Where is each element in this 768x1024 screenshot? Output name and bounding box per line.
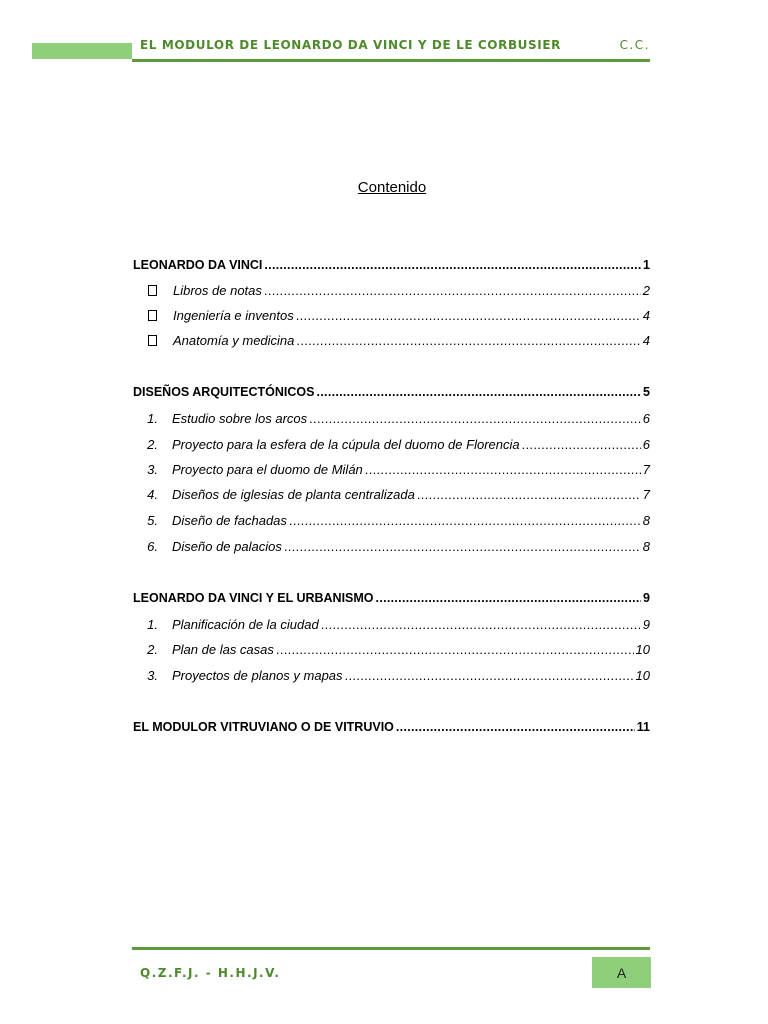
toc-page-number: 7 xyxy=(642,462,650,477)
toc-leader-dots xyxy=(376,591,642,605)
toc-page-number: 1 xyxy=(643,258,650,272)
toc-entry-section[interactable] xyxy=(133,385,650,403)
toc-leader-dots xyxy=(317,385,642,399)
box-bullet-icon xyxy=(133,283,173,298)
toc-entry-label: Planificación de la ciudad xyxy=(172,617,319,632)
toc-entry-label: Proyectos de planos y mapas xyxy=(172,668,343,683)
footer-page-box xyxy=(592,957,651,988)
toc-page-number: 4 xyxy=(642,308,650,323)
toc-entry-number: 3. xyxy=(147,668,158,683)
toc-leader-dots xyxy=(289,513,641,528)
toc-page-number: 9 xyxy=(643,591,650,605)
toc-entry-label: LEONARDO DA VINCI Y EL URBANISMO xyxy=(133,591,374,605)
toc-page-number: 8 xyxy=(642,539,650,554)
toc-entry-number: 6. xyxy=(147,539,158,554)
toc-entry-section[interactable] xyxy=(133,720,650,738)
toc-entry-subsection[interactable] xyxy=(133,462,650,480)
toc-leader-dots xyxy=(345,668,634,683)
toc-leader-dots xyxy=(321,617,641,632)
toc-page-number: 5 xyxy=(643,385,650,399)
toc-entry-label: Diseño de fachadas xyxy=(172,513,287,528)
toc-page-number: 6 xyxy=(642,411,650,426)
box-bullet-icon xyxy=(133,333,173,348)
toc-entry-number: 5. xyxy=(147,513,158,528)
header-rule xyxy=(132,59,650,62)
toc-entry-label: Diseño de palacios xyxy=(172,539,282,554)
toc-entry-subsection[interactable] xyxy=(133,513,650,531)
toc-leader-dots xyxy=(396,720,635,734)
toc-entry-label: EL MODULOR VITRUVIANO O DE VITRUVIO xyxy=(133,720,394,734)
toc-leader-dots xyxy=(417,487,641,502)
toc-entry-subsection[interactable] xyxy=(133,308,650,326)
toc-leader-dots xyxy=(522,437,641,452)
toc-page-number: 6 xyxy=(642,437,650,452)
toc-leader-dots xyxy=(309,411,641,426)
toc-entry-number: 2. xyxy=(147,642,158,657)
header-initials: C.C. xyxy=(619,38,650,52)
box-bullet-icon xyxy=(133,308,173,323)
toc-page-number: 2 xyxy=(642,283,650,298)
toc-page-number: 10 xyxy=(635,668,650,683)
toc-entry-number: 1. xyxy=(147,411,158,426)
toc-entry-label: Diseños de iglesias de planta centralizada xyxy=(172,487,415,502)
toc-leader-dots xyxy=(264,283,641,298)
toc-entry-subsection[interactable] xyxy=(133,539,650,557)
toc-leader-dots xyxy=(264,258,641,272)
toc-page-number: 10 xyxy=(635,642,650,657)
toc-entry-subsection[interactable] xyxy=(133,437,650,455)
toc-entry-number: 2. xyxy=(147,437,158,452)
toc-leader-dots xyxy=(365,462,641,477)
toc-entry-subsection[interactable] xyxy=(133,283,650,301)
toc-entry-label: Proyecto para el duomo de Milán xyxy=(172,462,363,477)
footer-page-label: A xyxy=(616,964,627,981)
toc-entry-label: Ingeniería e inventos xyxy=(173,308,294,323)
toc-leader-dots xyxy=(296,308,641,323)
footer-rule xyxy=(132,947,650,950)
toc-entry-subsection[interactable] xyxy=(133,642,650,660)
toc-entry-section[interactable] xyxy=(133,258,650,276)
toc-page-number: 4 xyxy=(642,333,650,348)
toc-entry-label: Anatomía y medicina xyxy=(173,333,295,348)
toc-entry-subsection[interactable] xyxy=(133,333,650,351)
toc-entry-label: Libros de notas xyxy=(173,283,262,298)
toc-page-number: 11 xyxy=(636,720,650,734)
toc-page-number: 8 xyxy=(642,513,650,528)
toc-entry-label: LEONARDO DA VINCI xyxy=(133,258,263,272)
toc-entry-subsection[interactable] xyxy=(133,487,650,505)
toc-entry-section[interactable] xyxy=(133,591,650,609)
toc-entry-label: Proyecto para la esfera de la cúpula del duomo de Florencia xyxy=(172,437,520,452)
toc-entry-number: 4. xyxy=(147,487,158,502)
toc-leader-dots xyxy=(296,333,640,348)
toc-entry-subsection[interactable] xyxy=(133,668,650,686)
toc-entry-number: 3. xyxy=(147,462,158,477)
toc-entry-label: DISEÑOS ARQUITECTÓNICOS xyxy=(133,385,315,399)
toc-entry-subsection[interactable] xyxy=(133,617,650,635)
toc-leader-dots xyxy=(276,642,634,657)
header-title: EL MODULOR DE LEONARDO DA VINCI Y DE LE CORBUSIER xyxy=(140,38,561,52)
toc-page-number: 7 xyxy=(642,487,650,502)
toc-entry-label: Estudio sobre los arcos xyxy=(172,411,308,426)
footer-authors: Q.Z.F.J. - H.H.J.V. xyxy=(140,966,281,980)
toc-entry-label: Plan de las casas xyxy=(172,642,274,657)
toc-entry-subsection[interactable] xyxy=(133,411,650,429)
header-accent-block xyxy=(32,43,132,59)
toc-page-number: 9 xyxy=(642,617,650,632)
toc-heading: Contenido xyxy=(357,179,427,196)
toc-leader-dots xyxy=(284,539,641,554)
toc-entry-number: 1. xyxy=(147,617,158,632)
